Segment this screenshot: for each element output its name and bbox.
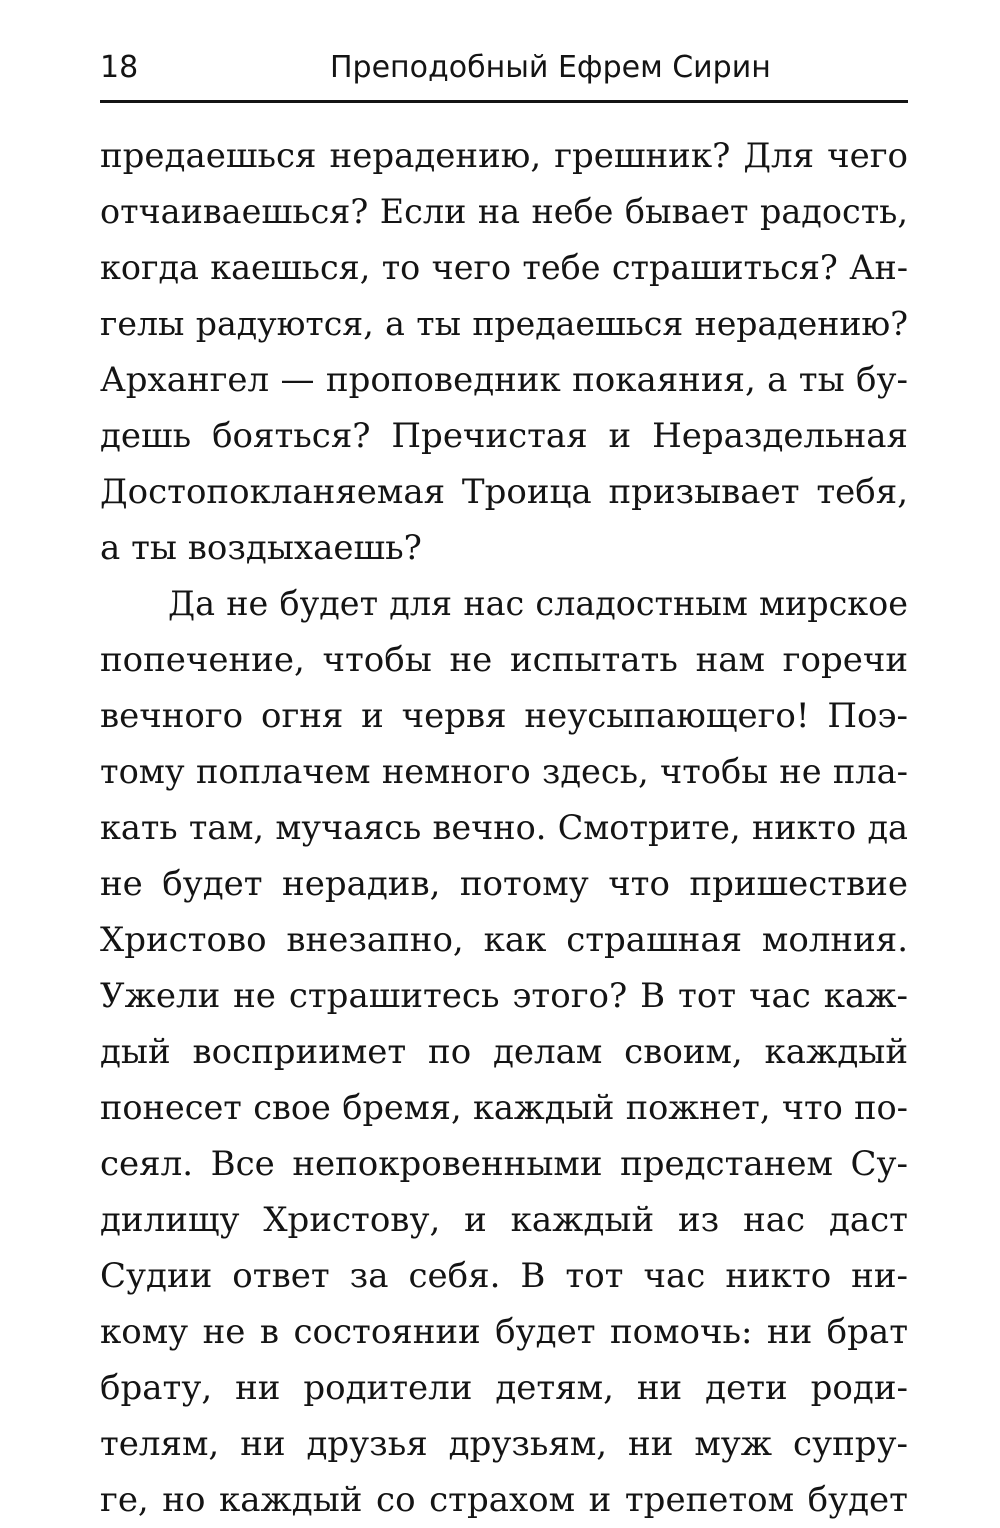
body-text <box>100 128 908 1528</box>
header-divider <box>100 100 908 103</box>
text-line: предаешься нерадению, грешник? Для чего <box>100 136 908 176</box>
text-line: дешь бояться? Пречистая и Нераздельная <box>100 416 908 456</box>
text-line: сеял. Все непокровенными предстанем Су- <box>100 1144 908 1184</box>
text-line: вечного огня и червя неусыпающего! Поэ- <box>100 696 908 736</box>
text-line: телям, ни друзья друзьям, ни муж супру- <box>100 1424 908 1464</box>
text-line: когда каешься, то чего тебе страшиться? Ан- <box>100 248 908 287</box>
page-number: 18 <box>100 50 139 85</box>
running-head <box>100 44 908 92</box>
text-line: ге, но каждый со страхом и трепетом будет <box>100 1480 908 1520</box>
text-line: тому поплачем немного здесь, чтобы не пла- <box>100 752 908 791</box>
text-line: Достопокланяемая Троица призывает тебя, <box>100 472 908 512</box>
book-title: Преподобный Ефрем Сирин <box>330 50 771 85</box>
text-line: гелы радуются, а ты предаешься нерадению? <box>100 304 908 343</box>
text-line: попечение, чтобы не испытать нам горечи <box>100 640 908 680</box>
text-line: Судии ответ за себя. В тот час никто ни- <box>100 1256 908 1296</box>
paragraph-1 <box>100 128 908 576</box>
text-line: Да не будет для нас сладостным мирское <box>168 584 908 623</box>
text-line: отчаиваешься? Если на небе бывает радость, <box>100 192 908 231</box>
text-line: Архангел — проповедник покаяния, а ты бу- <box>100 360 908 400</box>
text-line: дилищу Христову, и каждый из нас даст <box>100 1200 908 1240</box>
text-line: не будет нерадив, потому что пришествие <box>100 864 908 904</box>
text-line: Ужели не страшитесь этого? В тот час каж- <box>100 976 908 1016</box>
text-line: дый восприимет по делам своим, каждый <box>100 1032 908 1072</box>
text-line: понесет свое бремя, каждый пожнет, что по- <box>100 1088 908 1127</box>
text-line: кать там, мучаясь вечно. Смотрите, никто да <box>100 808 908 847</box>
text-line: кому не в состоянии будет помочь: ни брат <box>100 1312 908 1352</box>
paragraph-2 <box>100 576 908 1528</box>
text-line: Христово внезапно, как страшная молния. <box>100 920 908 960</box>
text-line: брату, ни родители детям, ни дети роди- <box>100 1368 908 1408</box>
text-line: а ты воздыхаешь? <box>100 528 422 568</box>
